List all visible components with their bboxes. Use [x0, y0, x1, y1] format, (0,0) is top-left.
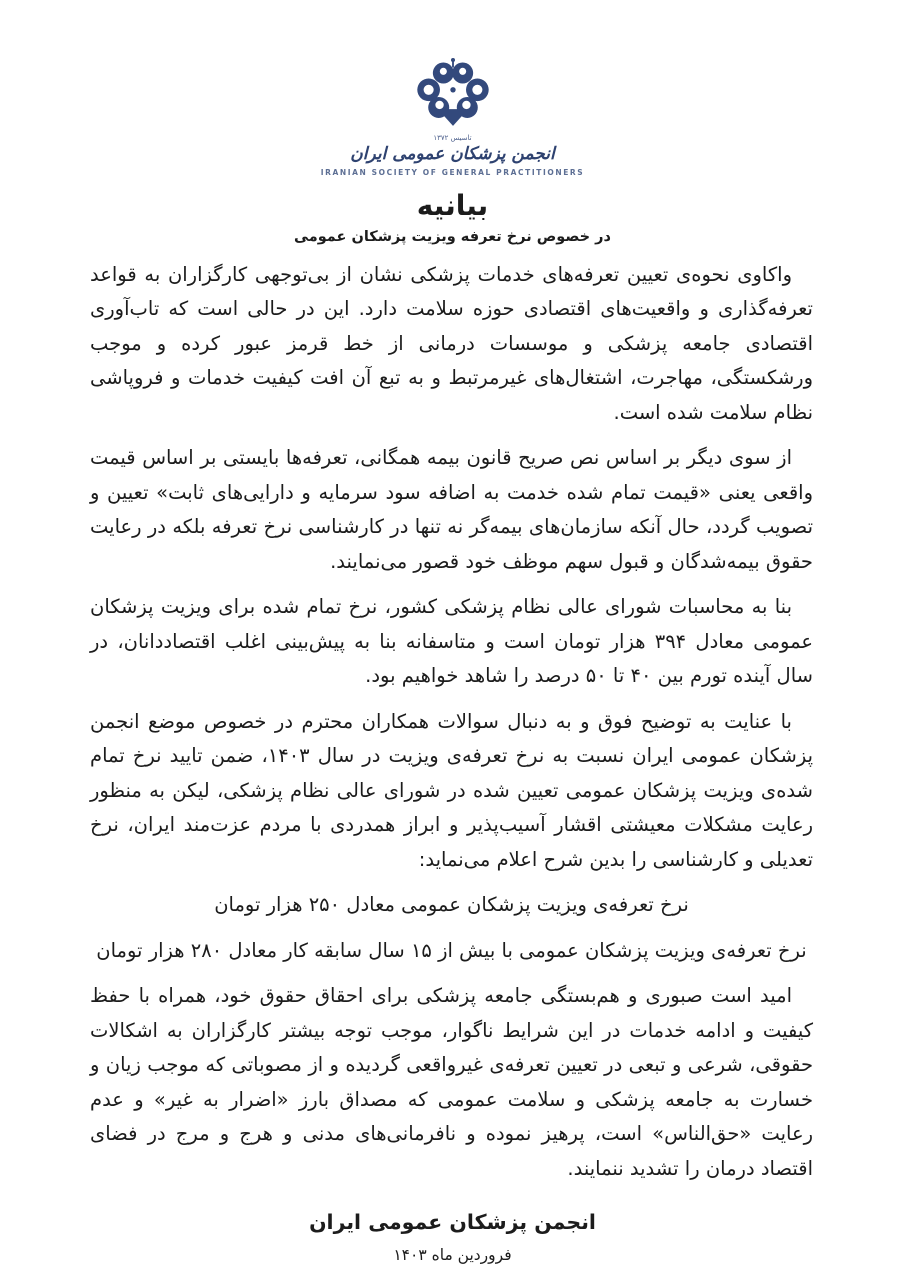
society-logo-emblem [411, 56, 495, 132]
paragraph-tariff-analysis: واکاوی نحوه‌ی تعیین تعرفه‌های خدمات پزشکی نشان از بی‌توجهی کارگزاران به قواعد تعرفه‌گذاری و واقعیت‌های اقتصادی حوزه سلامت دارد. این در حالی است که تاب‌آوری اقتصادی جامعه پزشکی و موسسات درمانی از خط قرمز عبور کرده و موجب ورشکستگی، مهاجرت، اشتغال‌های غیرمرتبط و به تبع آن افت کیفیت خدمات و فروپاشی نظام سلامت شده است. [90, 262, 813, 424]
paragraph-closing-appeal: امید است صبوری و هم‌بستگی جامعه پزشکی برای احقاق حقوق خود، همراه با حفظ کیفیت و ادامه خدمات در این شرایط ناگوار، موجب توجه بیشتر کارگزاران به اشکالات حقوقی، شرعی و تبعی در تعیین تعرفه‌ی غیرواقعی گردیده و از مصوباتی که موجب زیان و خسارت به جامعه پزشکی و سلامت عمومی که مصداق بارز «اضرار به غیر» و عدم رعایت «حق‌الناس» است، پرهیز نموده و نافرمانی‌های مدنی و هرج و مرج در فضای اقتصاد درمان را تشدید ننمایند. [90, 984, 813, 1180]
statement-body [0, 245, 905, 1187]
society-logo-block [0, 0, 905, 177]
tariff-rate-general: نرخ تعرفه‌ی ویزیت پزشکان عمومی معادل ۲۵۰ هزار تومان [214, 893, 689, 917]
paragraph-insurance-law: از سوی دیگر بر اساس نص صریح قانون بیمه همگانی، تعرفه‌ها بایستی بر اساس قیمت واقعی یعنی «قیمت تمام شده خدمت به اضافه سود سرمایه و دارایی‌های ثابت» تعیین و تصویب گردد، حال آنکه سازمان‌های بیمه‌گر نه تنها در کارشناسی نرخ تعرفه بلکه در رعایت حقوق بیمه‌شدگان و قبول سهم موظف خود قصور می‌نمایند. [90, 446, 813, 573]
logo-established-text: تاسیس ۱۳۷۲ [433, 134, 472, 142]
logo-name-english: IRANIAN SOCIETY OF GENERAL PRACTITIONERS [320, 168, 585, 177]
paragraph-cost-calculation: بنا به محاسبات شورای عالی نظام پزشکی کشور، نرخ تمام شده برای ویزیت پزشکان عمومی معادل ۳۹۴ هزار تومان است و متاسفانه بنا به پیش‌بینی اغلب اقتصاددانان، در سال آینده تورم بین ۴۰ تا ۵۰ درصد را شاهد خواهیم بود. [90, 595, 813, 688]
tariff-rate-experienced: نرخ تعرفه‌ی ویزیت پزشکان عمومی با بیش از ۱۵ سال سابقه کار معادل ۲۸۰ هزار تومان [96, 938, 807, 962]
statement-subtitle: در خصوص نرخ تعرفه ویزیت پزشکان عمومی [294, 228, 611, 245]
signature-organization: انجمن پزشکان عمومی ایران [309, 1210, 596, 1235]
signature-date: فروردین ماه ۱۴۰۳ [393, 1246, 512, 1265]
paragraph-position-intro: با عنایت به توضیح فوق و به دنبال سوالات همکاران محترم در خصوص موضع انجمن پزشکان عمومی ایران نسبت به نرخ تعرفه‌ی ویزیت در سال ۱۴۰۳، ضمن تایید نرخ تمام شده‌ی ویزیت پزشکان عمومی تعیین شده در شورای عالی نظام پزشکی، لیکن به منظور رعایت مشکلات معیشتی اقشار آسیب‌پذیر و ابراز همدردی با مردم عزت‌مند ایران، نرخ تعدیلی و کارشناسی را بدین شرح اعلام می‌نماید: [90, 709, 814, 871]
signature-block [0, 1210, 905, 1264]
statement-title: بیانیه [416, 189, 489, 222]
logo-name-persian: انجمن پزشکان عمومی ایران [350, 144, 555, 164]
